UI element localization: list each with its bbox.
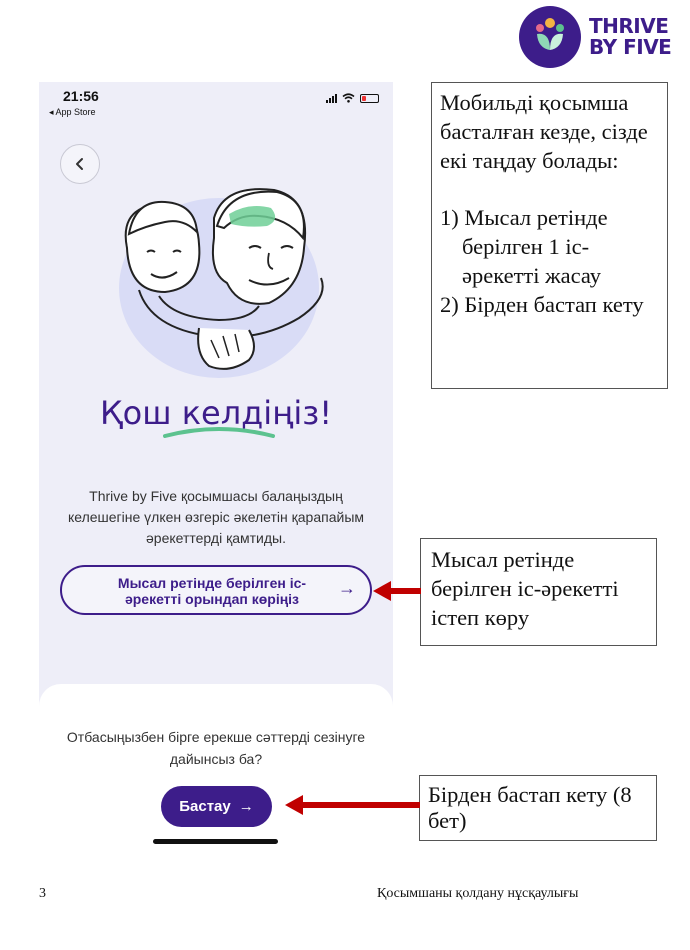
callout-start-right-away: Бірден бастап кету (8 бет) — [419, 775, 657, 841]
phone-screenshot — [39, 82, 393, 852]
try-example-activity-button[interactable] — [60, 565, 372, 615]
page-number: 3 — [39, 886, 46, 901]
start-button-label: Бастау — [179, 798, 231, 815]
footer-title: Қосымшаны қолдану нұсқаулығы — [377, 886, 579, 901]
welcome-underline — [161, 424, 277, 444]
callout-try-example: Мысал ретінде берілген іс-әрекетті істеп көру — [420, 538, 657, 646]
red-arrow-left-icon — [373, 580, 421, 602]
logo-line-2: BY FIVE — [589, 35, 672, 59]
callout-choice-1: 1) Мысал ретінде берілген 1 іс-әрекетті жасау — [440, 205, 608, 288]
bottom-sheet — [39, 684, 393, 852]
battery-icon — [360, 94, 379, 103]
status-time: 21:56 — [63, 88, 99, 104]
start-button[interactable] — [161, 786, 272, 827]
arrow-right-icon: → — [238, 798, 254, 815]
wifi-icon — [342, 93, 355, 103]
parent-child-hug-illustration — [99, 178, 339, 378]
callout-two-choices — [431, 82, 668, 389]
signal-icon — [326, 94, 337, 103]
red-arrow-left-icon — [285, 794, 420, 816]
try-example-activity-label: Мысал ретінде берілген іс-әрекетті орындап көріңіз — [117, 575, 307, 607]
callout-choice-2: 2) Бірден бастап кету — [440, 292, 644, 317]
thrive-by-five-logo-icon — [519, 6, 581, 68]
status-icons — [326, 93, 379, 103]
logo-line-1: THRIVE — [589, 14, 669, 38]
intro-text: Thrive by Five қосымшасы балаңыздың келешегіне үлкен өзгеріс әкелетін қарапайым әрекеттерді қамтиды. — [67, 488, 365, 546]
back-button[interactable] — [60, 144, 100, 184]
arrow-right-icon: → — [338, 578, 356, 598]
home-indicator — [153, 839, 278, 844]
chevron-left-icon — [74, 157, 86, 171]
welcome-title: Қош келдіңіз! — [99, 394, 333, 432]
back-to-app-store-link[interactable]: ◂ App Store — [49, 107, 96, 117]
ready-question: Отбасыңызбен бірге ерекше сәттерді сезінуге дайынсыз ба? — [66, 729, 366, 767]
callout-two-choices-intro: Мобильді қосымша басталған кезде, сізде екі таңдау болады: — [440, 90, 648, 173]
thrive-by-five-logo — [519, 6, 679, 68]
